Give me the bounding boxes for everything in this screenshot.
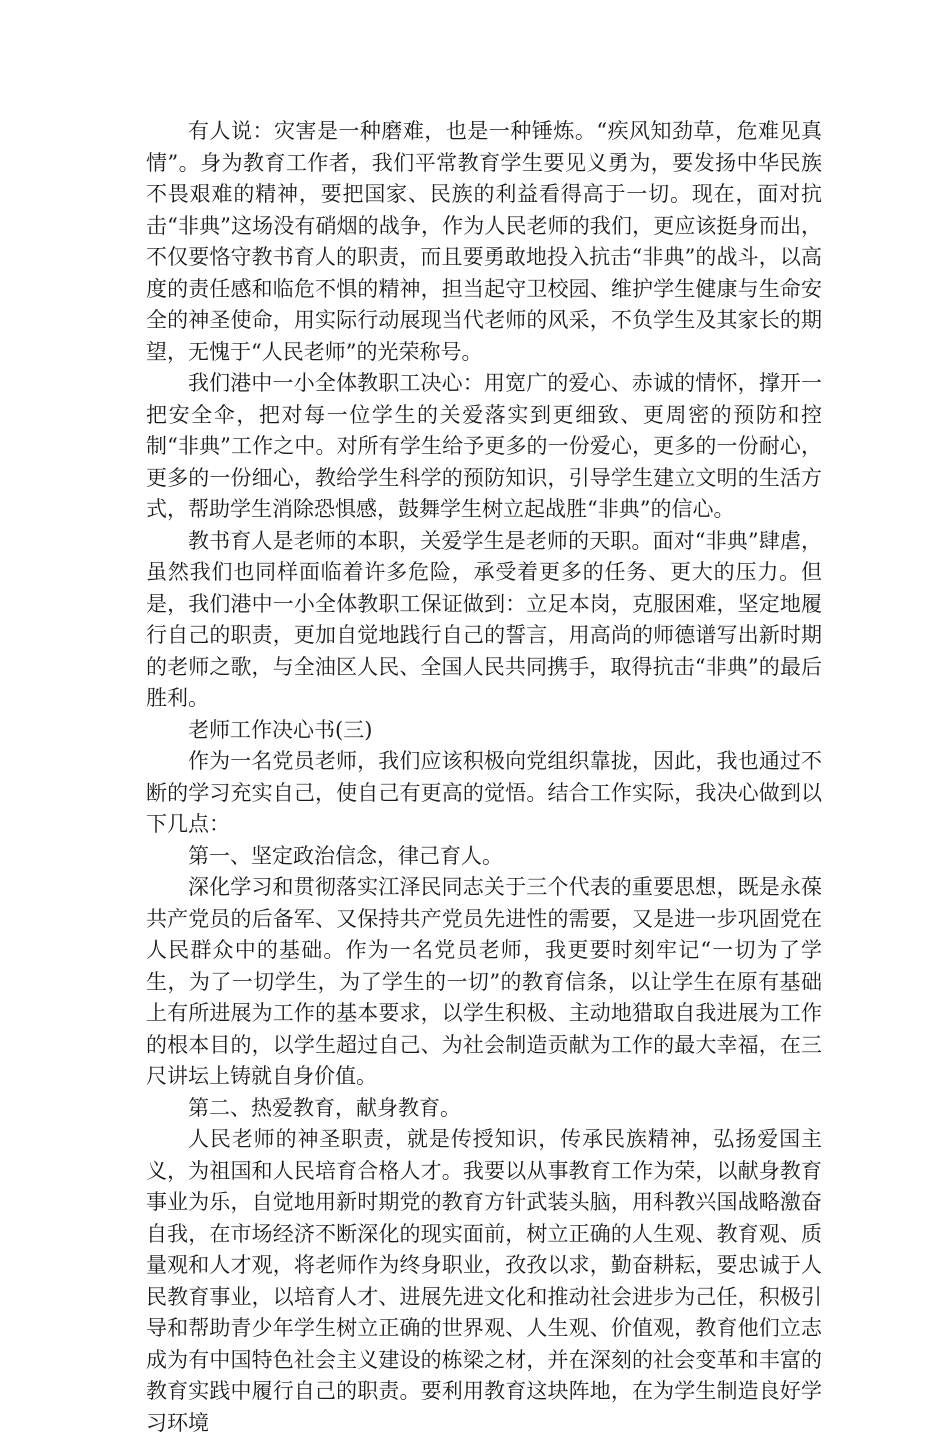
paragraph-disaster-intro: 有人说：灾害是一种磨难，也是一种锤炼。“疾风知劲草，危难见真情”。身为教育工作者，我们平常教育学生要见义勇为，要发扬中华民族不畏艰难的精神，要把国家、民族的利益看得高于一切。现在，面对抗击“非典”这场没有硝烟的战争，作为人民老师的我们，更应该挺身而出，不仅要恪守教书育人的职责，而且要勇敢地投入抗击“非典”的战斗，以高度的责任感和临危不惧的精神，担当起守卫校园、维护学生健康与生命安全的神圣使命，用实际行动展现当代老师的风采，不负学生及其家长的期望，无愧于“人民老师”的光荣称号。 (146, 119, 822, 364)
section-heading: 老师工作决心书(三) (188, 717, 373, 742)
document-body (146, 116, 822, 1439)
paragraph-party-member: 作为一名党员老师，我们应该积极向党组织靠拢，因此，我也通过不断的学习充实自己，使自己有更高的觉悟。结合工作实际，我决心做到以下几点： (146, 749, 822, 836)
paragraph-staff-resolve: 我们港中一小全体教职工决心：用宽广的爱心、赤诚的情怀，撑开一把安全伞，把对每一位学生的关爱落实到更细致、更周密的预防和控制“非典”工作之中。对所有学生给予更多的一份爱心，更多的一份耐心，更多的一份细心，教给学生科学的预防知识，引导学生建立文明的生活方式，帮助学生消除恐惧感，鼓舞学生树立起战胜“非典”的信心。 (146, 371, 822, 521)
point-two-heading: 第二、热爱教育，献身教育。 (188, 1095, 461, 1120)
paragraph-point-two: 人民老师的神圣职责，就是传授知识，传承民族精神，弘扬爱国主义，为祖国和人民培育合格人才。我要以从事教育工作为荣，以献身教育事业为乐，自觉地用新时期党的教育方针武装头脑，用科教兴国战略激奋自我，在市场经济不断深化的现实面前，树立正确的人生观、教育观、质量观和人才观，将老师作为终身职业，孜孜以求，勤奋耕耘，要忠诚于人民教育事业，以培育人才、进展先进文化和推动社会进步为己任，积极引导和帮助青少年学生树立正确的世界观、人生观、价值观，教育他们立志成为有中国特色社会主义建设的栋梁之材，并在深刻的社会变革和丰富的教育实践中履行自己的职责。要利用教育这块阵地，在为学生制造良好学习环境 (146, 1127, 822, 1435)
paragraph-teacher-duty: 教书育人是老师的本职，关爱学生是老师的天职。面对“非典”肆虐，虽然我们也同样面临着许多危险，承受着更多的任务、更大的压力。但是，我们港中一小全体教职工保证做到：立足本岗，克服困难，坚定地履行自己的职责，更加自觉地践行自己的誓言，用高尚的师德谱写出新时期的老师之歌，与全油区人民、全国人民共同携手，取得抗击“非典”的最后胜利。 (146, 528, 822, 710)
paragraph-point-one: 深化学习和贯彻落实江泽民同志关于三个代表的重要思想，既是永葆共产党员的后备军、又保持共产党员先进性的需要，又是进一步巩固党在人民群众中的基础。作为一名党员老师，我更要时刻牢记“一切为了学生，为了一切学生，为了学生的一切”的教育信条，以让学生在原有基础上有所进展为工作的基本要求，以学生积极、主动地猎取自我进展为工作的根本目的，以学生超过自己、为社会制造贡献为工作的最大幸福，在三尺讲坛上铸就自身价值。 (146, 875, 822, 1088)
point-one-heading: 第一、坚定政治信念，律己育人。 (188, 843, 503, 868)
